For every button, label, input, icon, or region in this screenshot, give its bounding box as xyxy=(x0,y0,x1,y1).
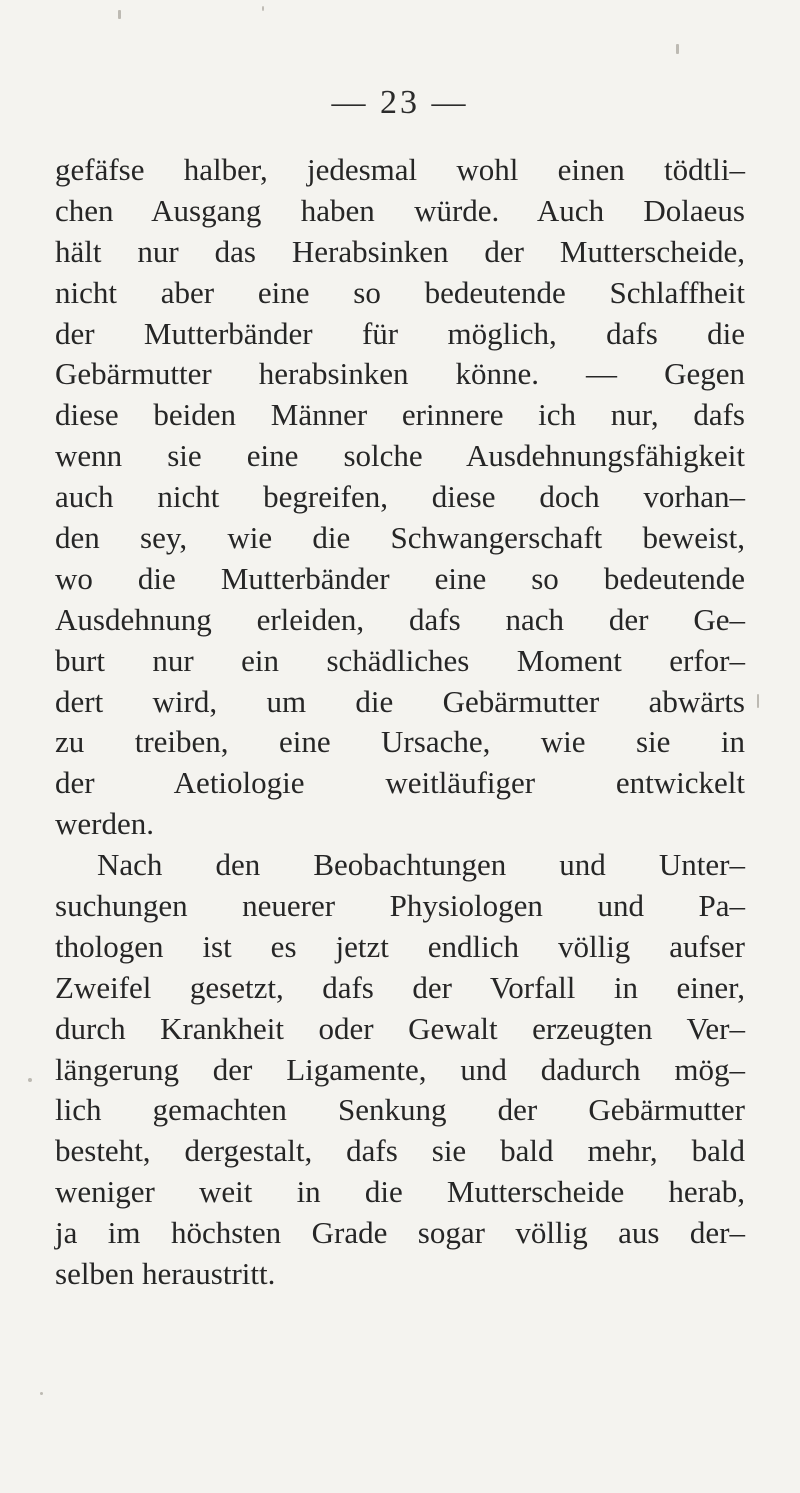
text-line: ja im höchsten Grade sogar völlig aus der– xyxy=(55,1215,745,1251)
text-line: Gebärmutter herabsinken könne. — Gegen xyxy=(55,356,745,392)
text-line: Zweifel gesetzt, dafs der Vorfall in einer, xyxy=(55,969,745,1005)
text-line: weniger weit in die Mutterscheide herab, xyxy=(55,1174,745,1210)
text-line: werden. xyxy=(55,806,154,842)
text-line: zu treiben, eine Ursache, wie sie in xyxy=(55,724,745,760)
paper-speck xyxy=(757,694,759,708)
text-line: chen Ausgang haben würde. Auch Dolaeus xyxy=(55,192,745,228)
text-line: suchungen neuerer Physiologen und Pa– xyxy=(55,888,745,924)
text-line: der Aetiologie weitläufiger entwickelt xyxy=(55,765,745,801)
text-line: besteht, dergestalt, dafs sie bald mehr, bald xyxy=(55,1133,745,1169)
text-line: lich gemachten Senkung der Gebärmutter xyxy=(55,1092,745,1128)
text-line: auch nicht begreifen, diese doch vorhan– xyxy=(55,479,745,515)
text-line: burt nur ein schädliches Moment erfor– xyxy=(55,642,745,678)
body-text xyxy=(55,150,745,1295)
text-line: Ausdehnung erleiden, dafs nach der Ge– xyxy=(55,601,745,637)
page-number: — 23 — xyxy=(331,84,469,121)
text-line: diese beiden Männer erinnere ich nur, dafs xyxy=(55,397,745,433)
text-line: längerung der Ligamente, und dadurch mög– xyxy=(55,1051,745,1087)
paper-speck xyxy=(40,1392,43,1395)
text-line: hält nur das Herabsinken der Mutterscheide, xyxy=(55,233,745,269)
paper-speck xyxy=(676,44,679,54)
paper-speck xyxy=(28,1078,32,1082)
text-line: selben heraustritt. xyxy=(55,1256,276,1292)
text-line: wenn sie eine solche Ausdehnungsfähigkeit xyxy=(55,438,745,474)
text-line: durch Krankheit oder Gewalt erzeugten Ver– xyxy=(55,1010,745,1046)
text-line: dert wird, um die Gebärmutter abwärts xyxy=(55,683,745,719)
text-line: Nach den Beobachtungen und Unter– xyxy=(97,847,745,883)
text-line: gefäfse halber, jedesmal wohl einen tödtli– xyxy=(55,152,745,187)
text-line: den sey, wie die Schwangerschaft beweist, xyxy=(55,520,745,556)
text-line: nicht aber eine so bedeutende Schlaffheit xyxy=(55,274,745,310)
text-line: der Mutterbänder für möglich, dafs die xyxy=(55,315,745,351)
paper-speck xyxy=(118,10,121,19)
text-line: wo die Mutterbänder eine so bedeutende xyxy=(55,560,745,596)
text-line: thologen ist es jetzt endlich völlig aufser xyxy=(55,928,745,964)
paper-speck xyxy=(262,6,264,11)
